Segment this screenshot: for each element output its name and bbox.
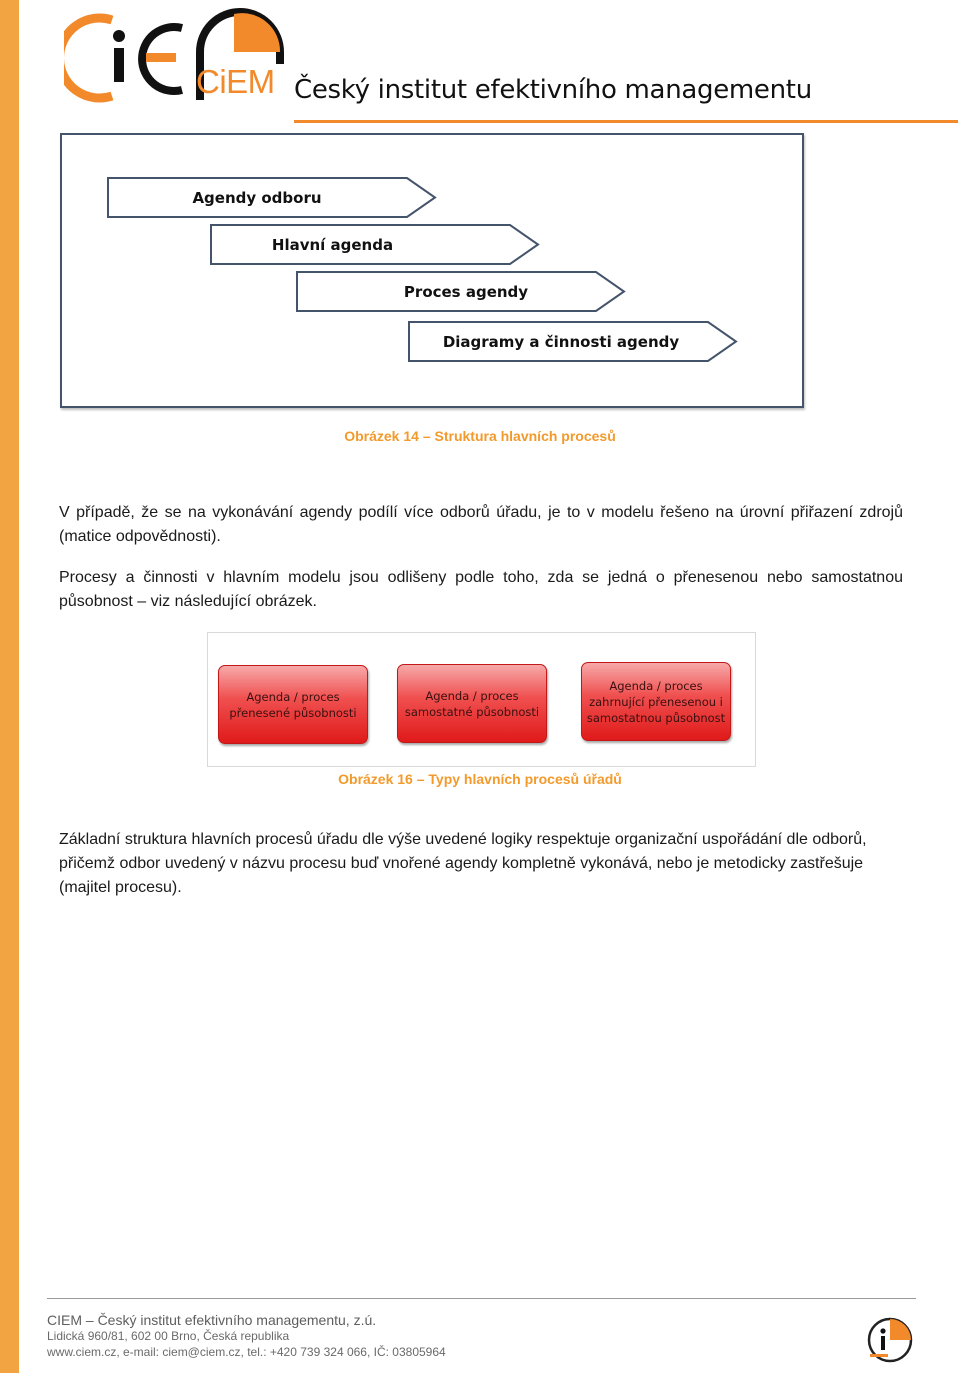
process-type-delegated-label: Agenda / proces přenesené působnosti: [229, 689, 357, 720]
process-type-combined-label: Agenda / proces zahrnující přenesenou i samostatnou působnost: [586, 678, 726, 725]
footer-address: Lidická 960/81, 602 00 Brno, Česká republika: [47, 1329, 290, 1343]
footer-contact: www.ciem.cz, e-mail: ciem@ciem.cz, tel.: +420 739 324 066, IČ: 03805964: [47, 1345, 446, 1359]
footer-divider: [47, 1298, 916, 1299]
process-type-independent: [397, 664, 547, 743]
logo-wordmark: CiEM: [196, 63, 275, 100]
process-type-independent-label: Agenda / proces samostatné působnosti: [404, 688, 540, 719]
paragraph-resource-assignment: V případě, že se na vykonávání agendy podílí více odborů úřadu, je to v modelu řešeno na úrovní přiřazení zdrojů (matice odpovědnosti).: [59, 504, 903, 545]
figure-caption-14: Obrázek 14 – Struktura hlavních procesů: [344, 428, 616, 444]
paragraph-process-types: Procesy a činnosti v hlavním modelu jsou odlišeny podle toho, zda se jedná o přenesenou nebo samostatnou působnost – viz následující obrázek.: [59, 569, 903, 610]
paragraph-basic-structure: Základní struktura hlavních procesů úřadu dle výše uvedené logiky respektuje organizační uspořádání dle odborů, přičemž odbor uvedený v názvu procesu buď vnořené agendy kompletně vykonává, nebo je metodicky zastřešuje (majitel procesu).: [59, 831, 867, 896]
figure-caption-16: Obrázek 16 – Typy hlavních procesů úřadů: [338, 771, 622, 787]
left-accent-bar: [0, 0, 19, 1373]
process-type-combined: [581, 662, 731, 741]
footer-organization: CIEM – Český institut efektivního managementu, z.ú.: [47, 1312, 377, 1328]
arrow-level-4-label: Diagramy a činnosti agendy: [442, 333, 680, 351]
page-header-title: Český institut efektivního managementu: [294, 75, 812, 105]
arrow-level-2-label: Hlavní agenda: [271, 236, 394, 254]
arrow-level-3-label: Proces agendy: [403, 283, 529, 301]
header-divider: [294, 120, 958, 123]
ciem-footer-logo-icon: [866, 1316, 914, 1364]
process-type-delegated: [218, 665, 368, 744]
arrow-level-1-label: Agendy odboru: [192, 189, 322, 207]
process-types-figure: [207, 632, 756, 767]
